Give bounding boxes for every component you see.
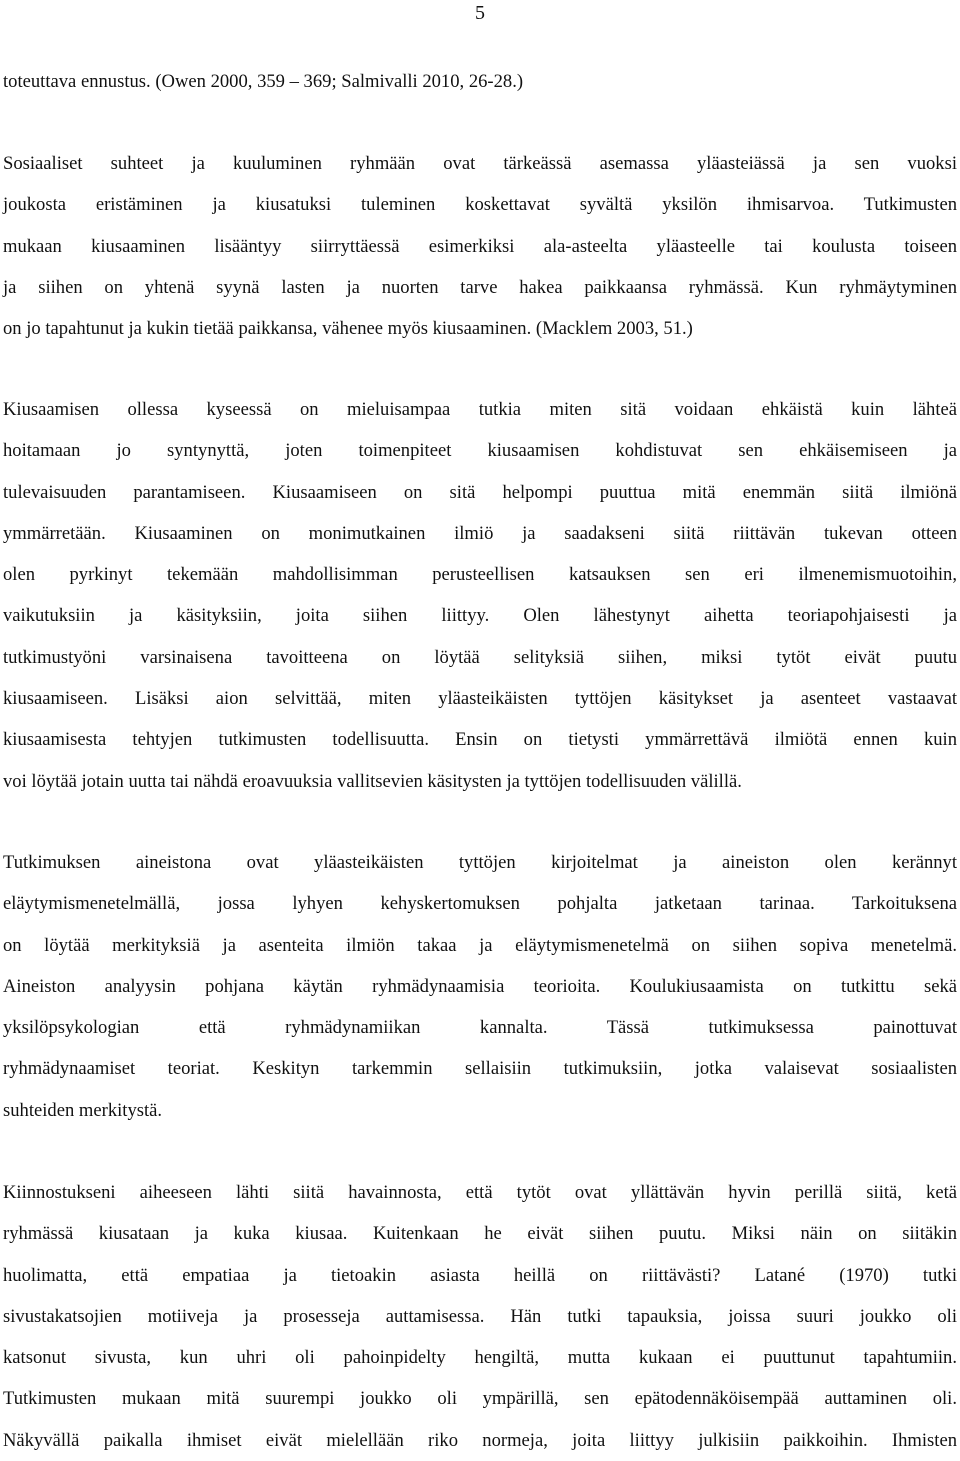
text-line: mukaan kiusaaminen lisääntyy siirryttäessä esimerkiksi ala-asteelta yläasteelle tai koulusta toiseen bbox=[3, 235, 957, 257]
text-line: Sosiaaliset suhteet ja kuuluminen ryhmään ovat tärkeässä asemassa yläasteiässä ja sen vuoksi bbox=[3, 153, 957, 174]
text-line: hoitamaan jo syntynyttä, joten toimenpiteet kiusaamisen kohdistuvat sen ehkäisemiseen ja bbox=[3, 440, 957, 462]
paragraph-2 bbox=[3, 143, 957, 349]
text-line: yksilöpsykologian että ryhmädynamiikan kannalta. Tässä tutkimuksessa painottuvat bbox=[3, 1017, 957, 1039]
text-line: tutkimustyöni varsinaisena tavoitteena on löytää selityksiä siihen, miksi tytöt eivät puutu bbox=[3, 646, 957, 668]
text-line: eläytymismenetelmällä, jossa lyhyen kehyskertomuksen pohjalta jatketaan tarinaa. Tarkoituksena bbox=[3, 893, 957, 915]
text-line: ymmärretään. Kiusaaminen on monimutkainen ilmiö ja saadakseni siitä riittävän tukevan otteen bbox=[3, 522, 957, 544]
paragraph-5 bbox=[3, 1172, 957, 1461]
text-line: suhteiden merkitystä. bbox=[3, 1099, 163, 1121]
text-line: Tutkimusten mukaan mitä suurempi joukko oli ympärillä, sen epätodennäköisempää auttaminen oli. bbox=[3, 1388, 957, 1410]
text-line: voi löytää jotain uutta tai nähdä eroavuuksia vallitsevien käsitysten ja tyttöjen todellisuuden välillä. bbox=[3, 770, 742, 792]
text-line: ryhmädynaamiset teoriat. Keskityn tarkemmin sellaisiin tutkimuksiin, jotka valaisevat sosiaalisten bbox=[3, 1058, 957, 1080]
paragraph-4 bbox=[3, 842, 957, 1131]
text-line: sivustakatsojien motiiveja ja prosesseja auttamisessa. Hän tutki tapauksia, joissa suuri joukko oli bbox=[3, 1305, 957, 1327]
paragraph-1 bbox=[3, 61, 957, 102]
text-line: Kiinnostukseni aiheeseen lähti siitä havainnosta, että tytöt ovat yllättävän hyvin perillä siitä, ketä bbox=[3, 1182, 957, 1203]
text-line: Aineiston analyysin pohjana käytän ryhmädynaamisia teorioita. Koulukiusaamista on tutkittu sekä bbox=[3, 975, 957, 997]
page-number: 5 bbox=[475, 2, 485, 24]
text-line: toteuttava ennustus. (Owen 2000, 359 – 369; Salmivalli 2010, 26-28.) bbox=[3, 71, 524, 92]
text-line: joukosta eristäminen ja kiusatuksi tuleminen koskettavat syvältä yksilön ihmisarvoa. Tutkimusten bbox=[3, 194, 957, 216]
text-line: vaikutuksiin ja käsityksiin, joita siihen liittyy. Olen lähestynyt aihetta teoriapohjaisesti ja bbox=[3, 605, 957, 627]
text-line: ryhmässä kiusataan ja kuka kiusaa. Kuitenkaan he eivät siihen puutu. Miksi näin on siitäkin bbox=[3, 1223, 957, 1245]
text-line: kiusaamisesta tehtyjen tutkimusten todellisuutta. Ensin on tietysti ymmärrettävä ilmiötä ennen kuin bbox=[3, 729, 957, 751]
text-line: tulevaisuuden parantamiseen. Kiusaamiseen on sitä helpompi puuttua mitä enemmän siitä ilmiönä bbox=[3, 481, 957, 503]
text-line: kiusaamiseen. Lisäksi aion selvittää, miten yläasteikäisten tyttöjen käsitykset ja asenteet vastaavat bbox=[3, 688, 957, 710]
text-line: Kiusaamisen ollessa kyseessä on mieluisampaa tutkia miten sitä voidaan ehkäistä kuin lähteä bbox=[3, 399, 957, 420]
text-line: olen pyrkinyt tekemään mahdollisimman perusteellisen katsauksen sen eri ilmenemismuotoihin, bbox=[3, 564, 957, 586]
text-line: katsonut sivusta, kun uhri oli pahoinpidelty hengiltä, mutta kukaan ei puuttunut tapahtumiin. bbox=[3, 1347, 957, 1369]
text-line: on jo tapahtunut ja kukin tietää paikkansa, vähenee myös kiusaaminen. (Macklem 2003, 51.) bbox=[3, 318, 693, 340]
text-line: Tutkimuksen aineistona ovat yläasteikäisten tyttöjen kirjoitelmat ja aineiston olen kerännyt bbox=[3, 852, 957, 873]
paragraph-3 bbox=[3, 389, 957, 802]
text-line: ja siihen on yhtenä syynä lasten ja nuorten tarve hakea paikkaansa ryhmässä. Kun ryhmäytyminen bbox=[3, 276, 957, 298]
text-line: huolimatta, että empatiaa ja tietoakin asiasta heillä on riittävästi? Latané (1970) tutki bbox=[3, 1264, 957, 1286]
text-line: Näkyvällä paikalla ihmiset eivät mielellään riko normeja, joita liittyy julkisiin paikkoihin. Ihmisten bbox=[3, 1429, 957, 1451]
text-line: on löytää merkityksiä ja asenteita ilmiön takaa ja eläytymismenetelmä on siihen sopiva menetelmä. bbox=[3, 934, 957, 956]
